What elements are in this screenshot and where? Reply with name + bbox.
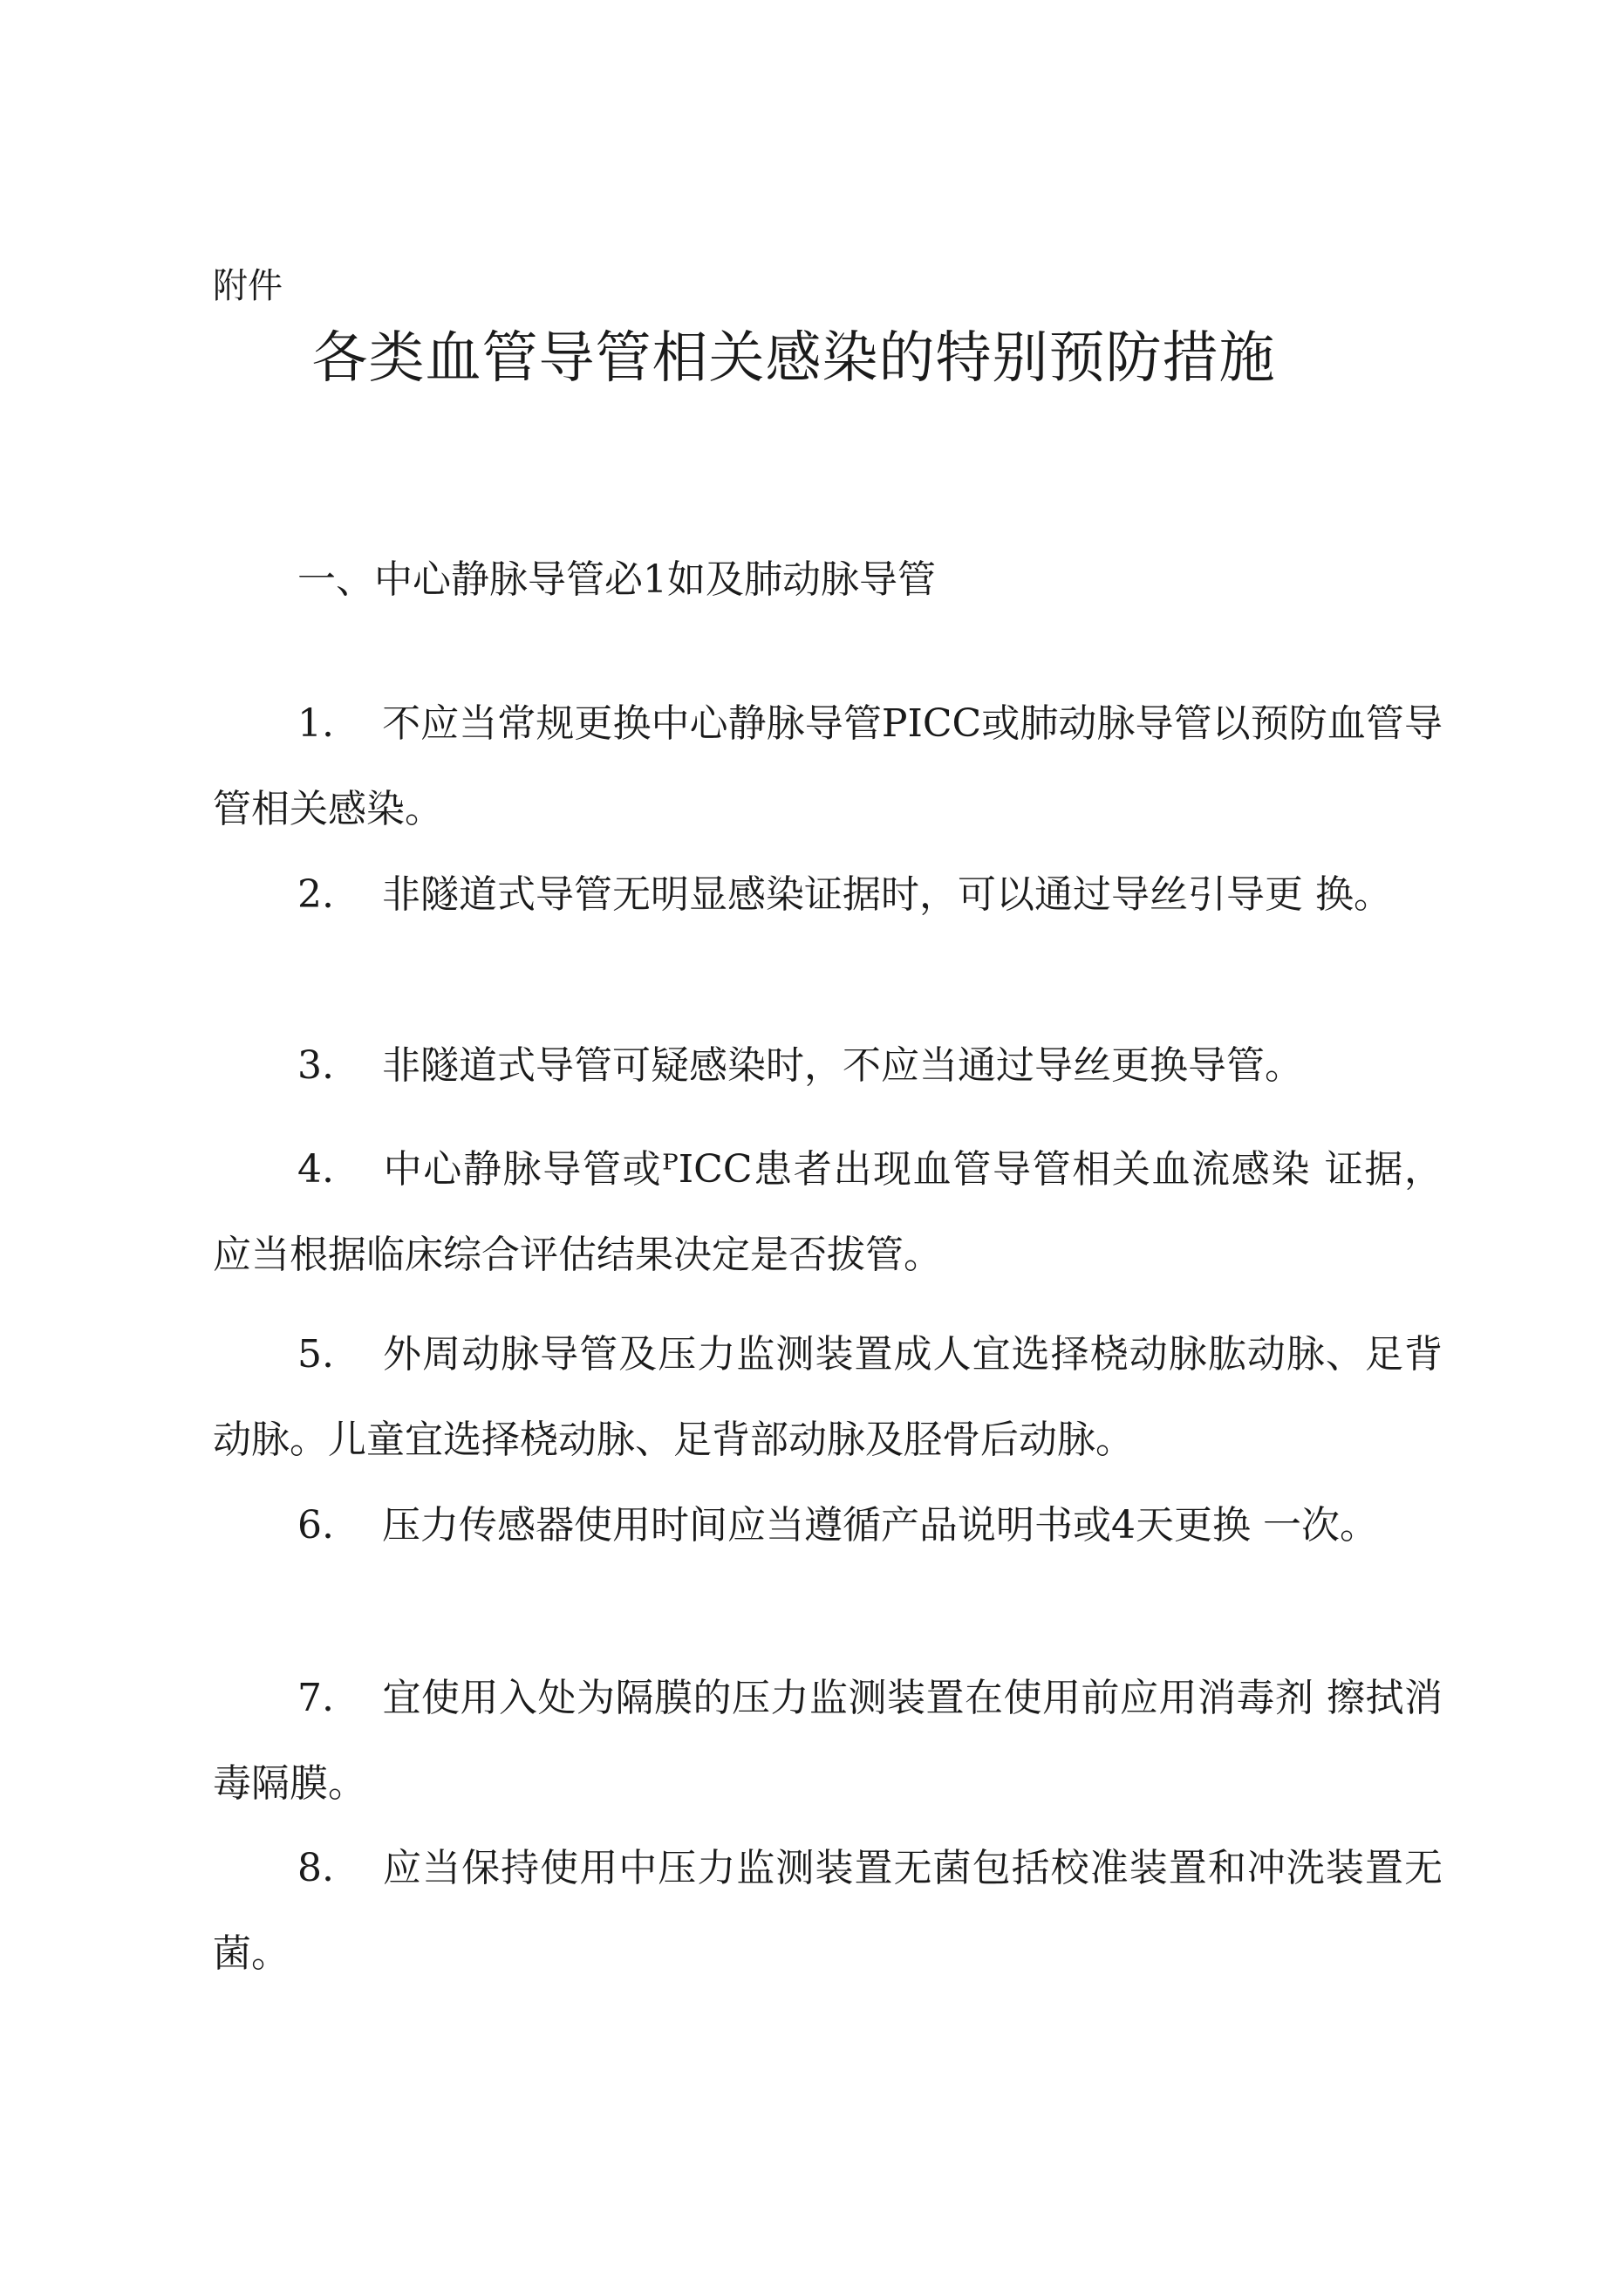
section-heading: 一、中心静脉导管必1如及肺动脉导管	[297, 557, 936, 602]
item-text: 宜使用入处为隔膜的压力监测装置在使用前应用消毒剂 擦拭消毒隔膜。	[213, 1676, 1443, 1806]
list-item	[213, 1656, 1443, 1827]
attachment-label: 附件	[213, 266, 283, 306]
list-item	[213, 1023, 1443, 1109]
list-item	[213, 852, 1443, 938]
item-text: 中心静脉导管或ᴾICC患者出现血管导管相关血流感染 证据，应当根据临床综合评估结果决定是否拔管。	[213, 1147, 1443, 1277]
item-number: 5.	[297, 1332, 334, 1377]
item-text: 外周动脉导管及压力监测装置成人宜选择桡动脉肱动脉、足背动脉。儿童宜选择桡动脉、足背部动脉及胫骨后动脉。	[213, 1332, 1443, 1462]
document-title: 各类血管导管相关感染的特别预防措施	[311, 326, 1276, 391]
item-text: 不应当常规更换中心静脉导管PICC或肺动脉导管以预防血管导管相关感染。	[213, 701, 1443, 831]
item-text: 非隧道式导管可疑感染时，不应当通过导丝更换导管。	[382, 1043, 1303, 1088]
item-text: 应当保持使用中压力监测装置无菌包括校准装置和冲洗装置无菌。	[213, 1846, 1443, 1976]
list-item	[213, 1483, 1443, 1568]
item-text: 非隧道式导管无明显感染证据时，可以通过导丝引导更 换。	[382, 872, 1392, 917]
item-number: 4.	[297, 1147, 334, 1192]
list-item	[213, 1127, 1443, 1298]
list-item	[213, 1312, 1443, 1483]
item-number: 8.	[297, 1846, 334, 1890]
item-number: 3.	[297, 1043, 334, 1088]
list-item	[213, 1826, 1443, 1997]
item-number: 2.	[297, 872, 334, 917]
item-number: 1.	[297, 701, 334, 746]
item-number: 6.	[297, 1503, 334, 1548]
item-number: 7.	[297, 1676, 334, 1720]
list-item	[213, 681, 1443, 852]
item-text: 压力传感器使用时间应当遵循产品说明书或4天更换 一次。	[382, 1503, 1378, 1548]
